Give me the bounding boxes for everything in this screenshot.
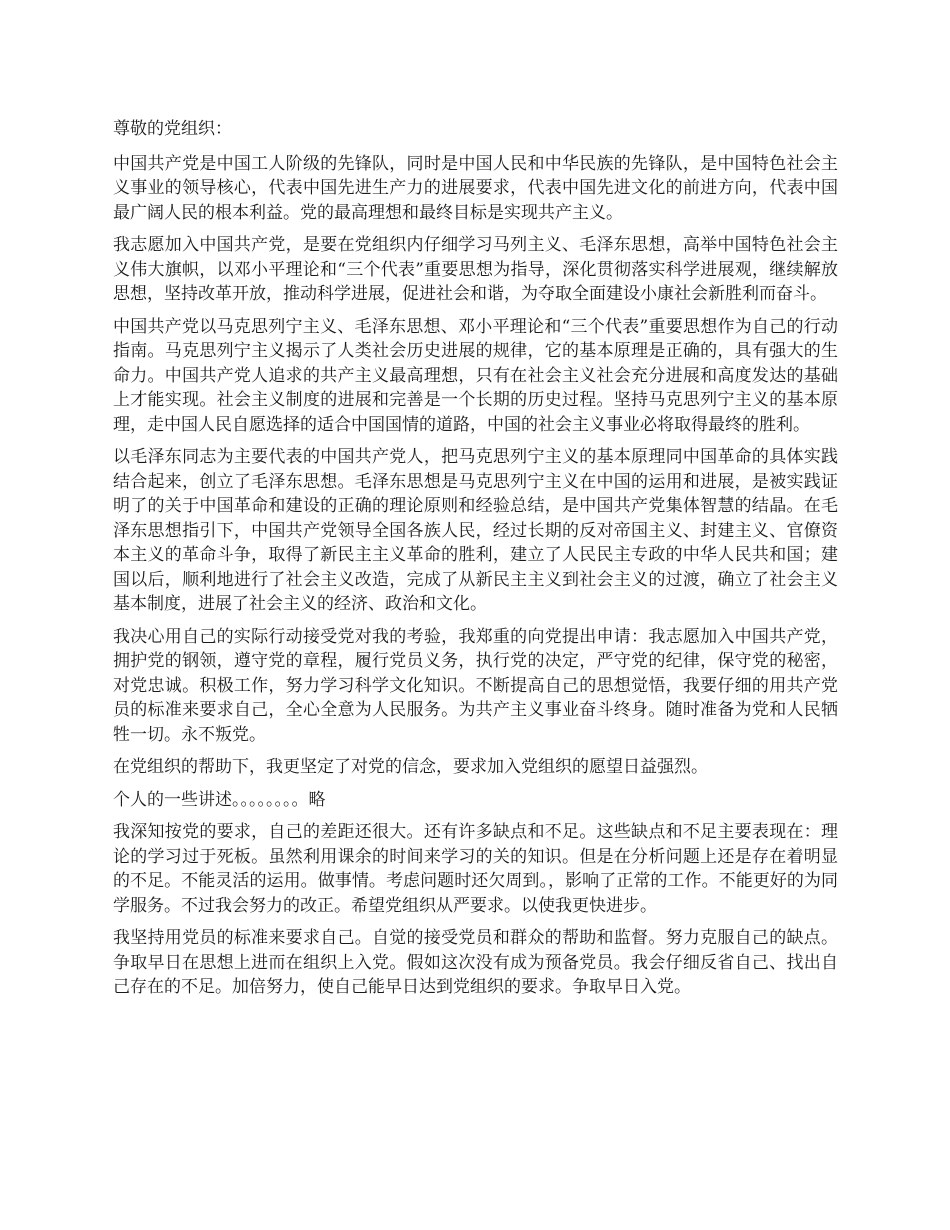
paragraph: 我坚持用党员的标准来要求自己。自觉的接受党员和群众的帮助和监督。努力克服自己的缺点。争取早日在思想上进而在组织上入党。假如这次没有成为预备党员。我会仔细反省自己、找出自己存在的不足。加倍努力，使自己能早日达到党组织的要求。争取早日入党。: [113, 928, 838, 997]
paragraph: 个人的一些讲述。。。。。。。。略: [113, 789, 326, 810]
paragraph: 我深知按党的要求，自己的差距还很大。还有许多缺点和不足。这些缺点和不足主要表现在：理论的学习过于死板。虽然利用课余的时间来学习的关的知识。但是在分析问题上还是存在着明显的不足。不能灵活的运用。做事情。考虑问题时还欠周到。，影响了正常的工作。不能更好的为同学服务。不过我会努力的改正。希望党组织从严要求。以使我更快进步。: [113, 822, 838, 916]
paragraph: 在党组织的帮助下，我更坚定了对党的信念，要求加入党组织的愿望日益强烈。: [113, 757, 708, 777]
paragraph: 中国共产党以马克思列宁主义、毛泽东思想、邓小平理论和“三个代表”重要思想作为自己的行动指南。马克思列宁主义揭示了人类社会历史进展的规律，它的基本原理是正确的，具有强大的生命力。中国共产党人追求的共产主义最高理想，只有在社会主义社会充分进展和高度发达的基础上才能实现。社会主义制度的进展和完善是一个长期的历史过程。坚持马克思列宁主义的基本原理，走中国人民自愿选择的适合中国国情的道路，中国的社会主义事业必将取得最终的胜利。: [113, 316, 838, 435]
paragraph: 我志愿加入中国共产党，是要在党组织内仔细学习马列主义、毛泽东思想，高举中国特色社会主义伟大旗帜，以邓小平理论和“三个代表”重要思想为指导，深化贯彻落实科学进展观，继续解放思想，坚持改革开放，推动科学进展，促进社会和谐，为夺取全面建设小康社会新胜利而奋斗。: [113, 235, 838, 304]
paragraph: 中国共产党是中国工人阶级的先锋队，同时是中国人民和中华民族的先锋队，是中国特色社会主义事业的领导核心，代表中国先进生产力的进展要求，代表中国先进文化的前进方向，代表中国最广阔人民的根本利益。党的最高理想和最终目标是实现共产主义。: [113, 153, 838, 223]
paragraph: 以毛泽东同志为主要代表的中国共产党人，把马克思列宁主义的基本原理同中国革命的具体实践结合起来，创立了毛泽东思想。毛泽东思想是马克思列宁主义在中国的运用和进展，是被实践证明了的关于中国革命和建设的正确的理论原则和经验总结，是中国共产党集体智慧的结晶。在毛泽东思想指引下，中国共产党领导全国各族人民，经过长期的反对帝国主义、封建主义、官僚资本主义的革命斗争，取得了新民主主义革命的胜利，建立了人民民主专政的中华人民共和国；建国以后，顺利地进行了社会主义改造，完成了从新民主主义到社会主义的过渡，确立了社会主义基本制度，进展了社会主义的经济、政治和文化。: [113, 447, 838, 614]
document-page: [113, 117, 838, 1008]
paragraph: 我决心用自己的实际行动接受党对我的考验，我郑重的向党提出申请：我志愿加入中国共产党，拥护党的钢领，遵守党的章程，履行党员义务，执行党的决定，严守党的纪律，保守党的秘密，对党忠诚。积极工作，努力学习科学文化知识。不断提高自己的思想觉悟，我要仔细的用共产党员的标准来要求自己，全心全意为人民服务。为共产主义事业奋斗终身。随时准备为党和人民牺牲一切。永不叛党。: [113, 626, 838, 745]
greeting: 尊敬的党组织：: [113, 119, 232, 139]
